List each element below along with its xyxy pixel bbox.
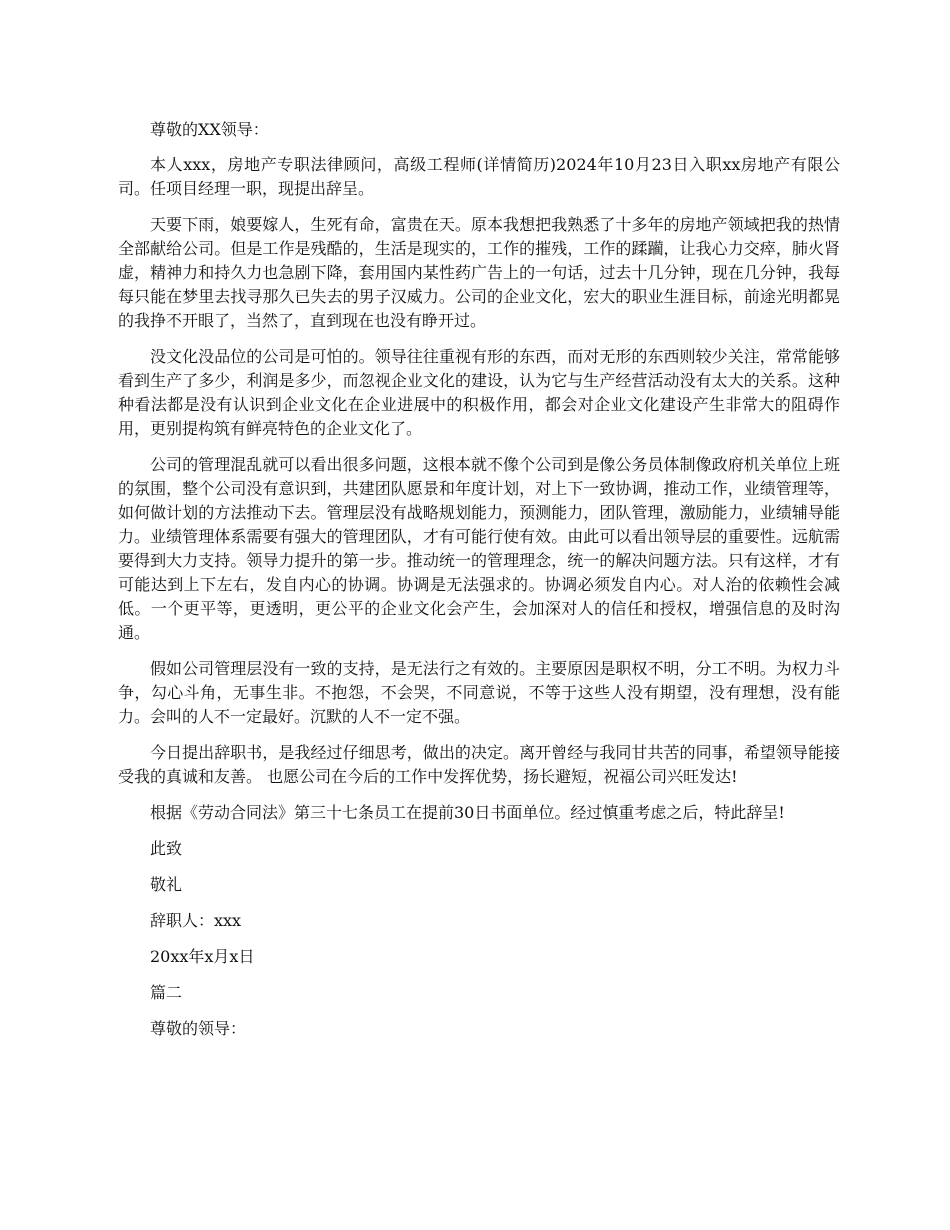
- section-heading: 篇二: [150, 983, 183, 1002]
- document-page: [118, 118, 840, 1041]
- closing-jingli: 敬礼: [150, 875, 183, 894]
- salutation: 尊敬的XX领导：: [150, 120, 269, 139]
- closing-cizhi: 此致: [150, 839, 183, 858]
- paragraph-body-4: 假如公司管理层没有一致的支持，是无法行之有效的。主要原因是职权不明，分工不明。为权力斗争，勾心斗角，无事生非。不抱怨，不会哭，不同意说，不等于这些人没有期望，没有理想，没有能力。会叫的人不一定最好。沉默的人不一定不强。: [118, 659, 840, 726]
- paragraph-body-3: 公司的管理混乱就可以看出很多问题，这根本就不像个公司到是像公务员体制像政府机关单位上班的氛围，整个公司没有意识到，共建团队愿景和年度计划，对上下一致协调，推动工作，业绩管理等，如何做计划的方法推动下去。管理层没有战略规划能力，预测能力，团队管理，激励能力，业绩辅导能力。业绩管理体系需要有强大的管理团队，才有可能行使有效。由此可以看出领导层的重要性。远航需要得到大力支持。领导力提升的第一步。推动统一的管理理念，统一的解决问题方法。只有这样，才有可能达到上下左右，发自内心的协调。协调是无法强求的。协调必须发自内心。对人治的依赖性会减低。一个更平等，更透明，更公平的企业文化会产生，会加深对人的信任和授权，增强信息的及时沟通。: [118, 455, 840, 642]
- paragraph-intro: 本人xxx，房地产专职法律顾问，高级工程师(详情简历)2024年10月23日入职xx房地产有限公司。任项目经理一职，现提出辞呈。: [118, 155, 840, 198]
- paragraph-body-6: 根据《劳动合同法》第三十七条员工在提前30日书面单位。经过慎重考虑之后，特此辞呈!: [150, 803, 785, 822]
- date: 20xx年x月x日: [150, 947, 255, 966]
- paragraph-body-2: 没文化没品位的公司是可怕的。领导往往重视有形的东西，而对无形的东西则较少关注，常常能够看到生产了多少，利润是多少，而忽视企业文化的建设，认为它与生产经营活动没有太大的关系。这种种看法都是没有认识到企业文化在企业进展中的积极作用，都会对企业文化建设产生非常大的阻碍作用，更别提构筑有鲜亮特色的企业文化了。: [118, 347, 840, 438]
- paragraph-body-1: 天要下雨，娘要嫁人，生死有命，富贵在天。原本我想把我熟悉了十多年的房地产领域把我的热情全部献给公司。但是工作是残酷的，生活是现实的，工作的摧残，工作的蹂躏，让我心力交瘁，肺火肾虚，精神力和持久力也急剧下降，套用国内某性药广告上的一句话，过去十几分钟，现在几分钟，我每每只能在梦里去找寻那久已失去的男子汉威力。公司的企业文化，宏大的职业生涯目标，前途光明都晃的我挣不开眼了，当然了，直到现在也没有睁开过。: [118, 215, 840, 330]
- signature: 辞职人：xxx: [150, 911, 242, 930]
- paragraph-body-5: 今日提出辞职书，是我经过仔细思考，做出的决定。离开曾经与我同甘共苦的同事，希望领导能接受我的真诚和友善。 也愿公司在今后的工作中发挥优势，扬长避短，祝福公司兴旺发达!: [118, 743, 840, 786]
- salutation-2: 尊敬的领导：: [150, 1019, 247, 1038]
